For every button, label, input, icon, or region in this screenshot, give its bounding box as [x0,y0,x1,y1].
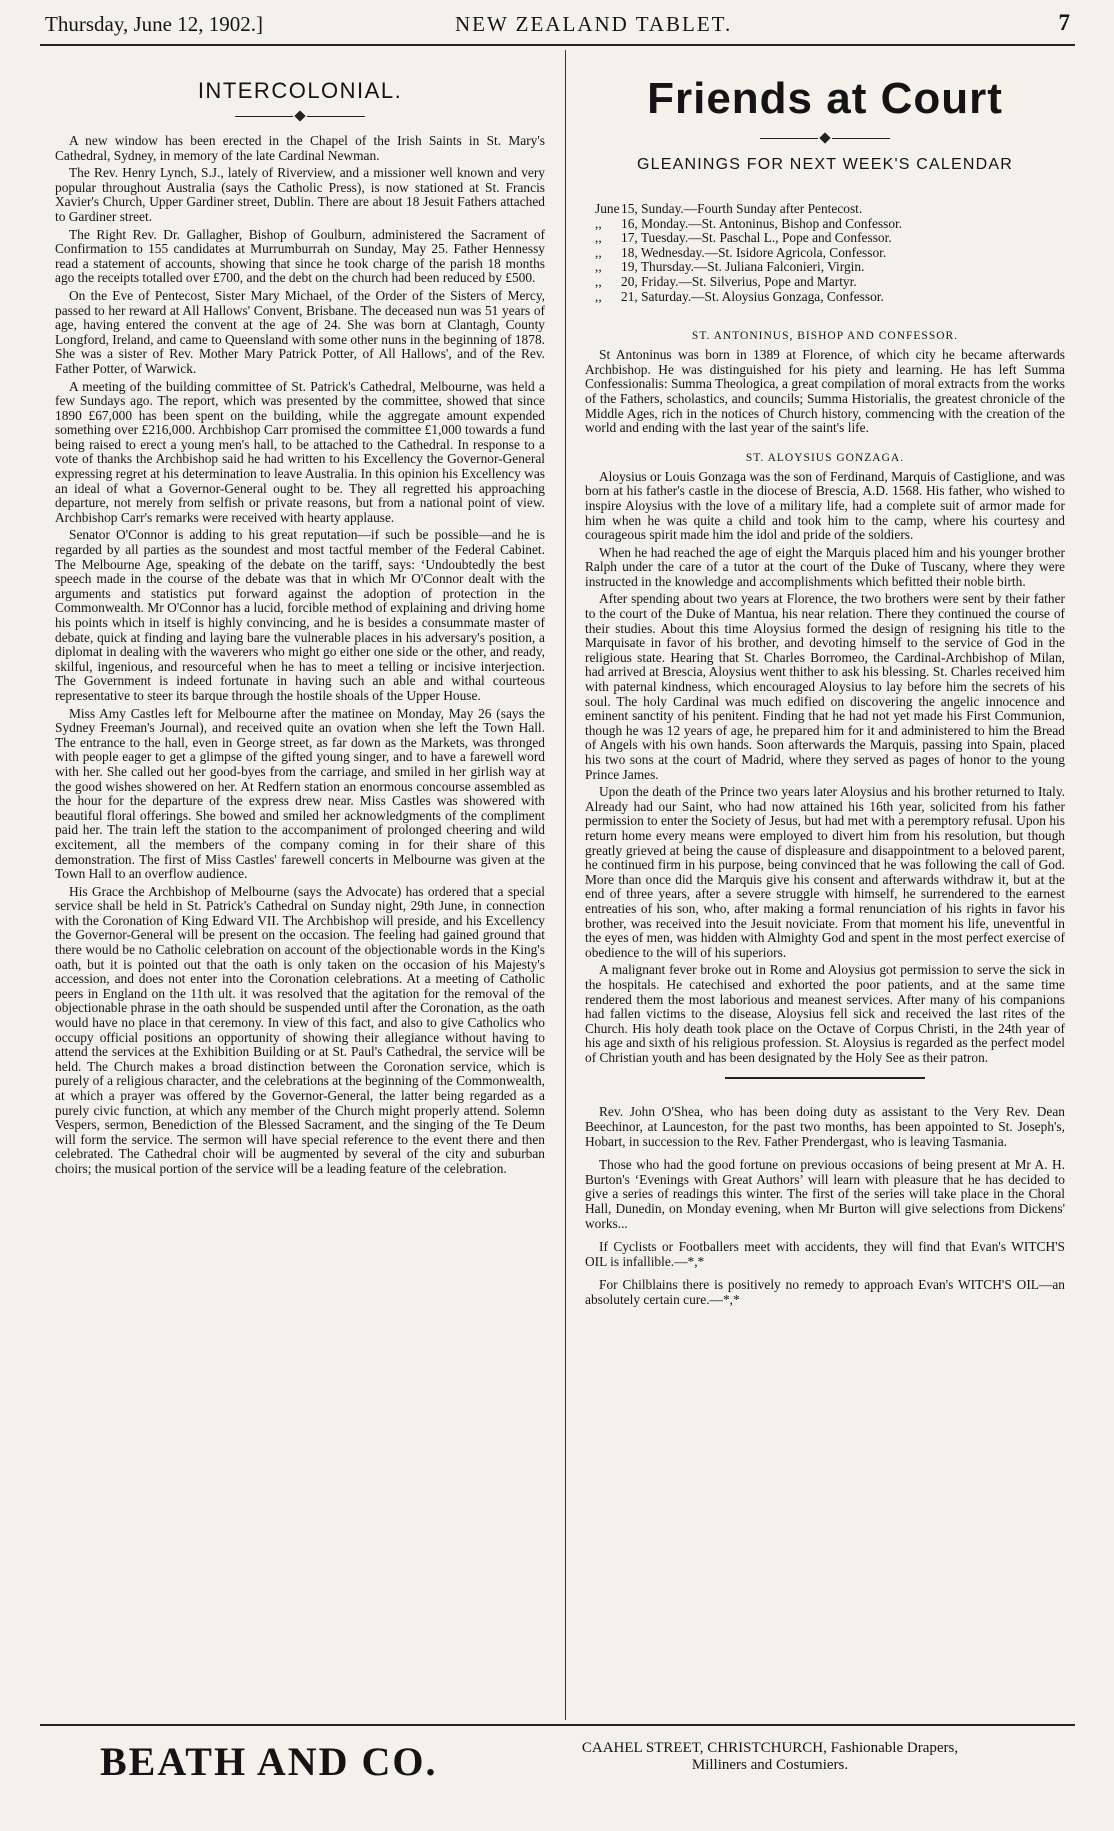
aloysius-heading: ST. ALOYSIUS GONZAGA. [745,451,905,464]
ornament-rule [760,132,890,146]
article-paragraph: The Right Rev. Dr. Gallagher, Bishop of Goulburn, administered the Sacrament of Confirmation to 155 candidates at Murrumburrah on Sunday, May 25. Father Hennessy read a statement of accounts, showing that since he took charge of the parish 18 months ago the receipts totalled over £700, and the debt on the church had been reduced by £500. [55,226,545,286]
antoninus-heading: ST. ANTONINUS, BISHOP AND CONFESSOR. [691,330,959,343]
header-date: Thursday, June 12, 1902.] [45,12,263,36]
address-line: Milliners and Costumiers. [691,1757,849,1773]
notice-paragraph: If Cyclists or Footballers meet with accidents, they will find that Evan's WITCH'S OIL is infallible.—*,* [585,1239,1065,1269]
header-paper-name: NEW ZEALAND TABLET. [455,12,733,36]
article-paragraph: His Grace the Archbishop of Melbourne (says the Advocate) has ordered that a special service shall be held in St. Patrick's Cathedral on Sunday night, 29th June, in connection with the Coronation of King Edward VII. The Archbishop will preside, and his Excellency the Governor-General will be present on the occasion. The feeling had gained ground that there would be no Catholic celebration on account of the objectionable words in the King's oath, but it is pointed out that the oath is only taken on the occasion of his Majesty's accession, and does not enter into the Coronation celebrations. At a meeting of Catholic peers in England on the 11th ult. it was resolved that the agitation for the removal of the objectionable phrase in the oath should be suspended until after the Coronation, as the oath would have no place in that ceremony. In view of this fact, and also to give Catholics who occupy official positions an opportunity of showing their allegiance without having to attend the services at the Exhibition Building or at St. Paul's Cathedral, the service will be held. The Church makes a broad distinction between the Coronation service, which is purely of a religious character, and the celebrations at the beginning of the Commonwealth, at which a prayer was offered by the Governor-General, the latter being regarded as a purely civic function, at which any member of the Church might properly attend. Solemn Vespers, sermon, Benediction of the Blessed Sacrament, and the singing of the Te Deum will form the service. The sermon will have special reference to the event there and then celebrated. The Cathedral choir will be augmented by several of the city and suburban choirs; the musical portion of the service will be a leading feature of the celebration. [55,883,545,1176]
calendar-list [595,202,1065,304]
intercolonial-title: INTERCOLONIAL. [197,78,403,103]
footer-rule [40,1724,1075,1726]
notice-paragraph: Those who had the good fortune on previous occasions of being present at Mr A. H. Burton's ‘Evenings with Great Authors’ will learn with pleasure that he has decided to give a series of readings this winter. The first of the series will take place in the Choral Hall, Dunedin, on Monday evening, when Mr Burton will give selections from Dickens' works... [585,1157,1065,1231]
article-paragraph: Miss Amy Castles left for Melbourne after the matinee on Monday, May 26 (says the Sydney Freeman's Journal), and received quite an ovation when she left the Town Hall. The entrance to the hall, even in George street, as far down as the Markets, was thronged with people eager to get a glimpse of the gifted young singer, and to have a farewell word with her. She called out her good-byes from the carriage, and smiled in her girlish way at the good wishes showered on her. At Redfern station an enormous concourse assembled as the hour for the departure of the express drew near. Miss Castles was showered with beautiful floral offerings. She bowed and smiled her acknowledgments of the compliment paid her. The train left the station to the accompaniment of prolonged cheering and wild excitement, all the members of the company coming in for their share of this demonstration. The first of Miss Castles' farewell concerts in Melbourne was given at the Town Hall to an overflow audience. [55,705,545,882]
aloysius-paragraph: A malignant fever broke out in Rome and Aloysius got permission to serve the sick in the hospitals. He catechised and exhorted the poor patients, and at the same time rendered them the most laborious and meanest services. After many of his companions had fallen victims to the disease, Aloysius fell sick and received the last rites of the Church. His holy death took place on the Octave of Corpus Christi, in the 24th year of his age and sixth of his religious profession. St. Aloysius is regarded as the perfect model of Christian youth and has been designated by the Holy See as their patron. [585,962,1065,1065]
page-header [40,6,1075,46]
notice-paragraph: Rev. John O'Shea, who has been doing duty as assistant to the Very Rev. Dean Beechinor, at Launceston, for the past two months, has been appointed to St. Joseph's, Hobart, in succession to the Rev. Father Prendergast, who is leaving Tasmania. [585,1104,1065,1149]
calendar-entry: June 15, Sunday.—Fourth Sunday after Pentecost. [595,201,863,216]
calendar-entry: ,, 18, Wednesday.—St. Isidore Agricola, Confessor. [595,244,887,260]
antoninus-paragraph: St Antoninus was born in 1389 at Florence, of which city he became afterwards Archbishop. He was distinguished for his piety and learning. He has left Summa Confessionalis: Summa Theologica, a great compilation of moral extracts from the works of the Fathers, scholastics, and councils; Summa Historialis, the greatest chronicle of the Middle Ages, rich in the notices of Church history, commencing with the creation of the world and ending with the last year of the saint's life. [585,347,1065,436]
article-paragraph: A meeting of the building committee of St. Patrick's Cathedral, Melbourne, was held a few Sundays ago. The report, which was presented by the committee, showed that since 1890 £67,000 has been spent on the building, while the aggregate amount expended something over £216,000. Archbishop Carr promised the committee £1,000 towards a fund being raised to erect a young men's hall, to be attached to the Cathedral. In response to a vote of thanks the Archbishop said he had written to his Excellency the Governor-General expressing regret at his determination to leave Australia. In this opinion his Excellency was an ideal of what a Governor-General ought to be. They all regretted his approaching departure, not merely from selfish or private reasons, but from a national point of view. Archbishop Carr's remarks were received with hearty applause. [55,378,545,525]
article-paragraph: On the Eve of Pentecost, Sister Mary Michael, of the Order of the Sisters of Mercy, passed to her reward at All Hallows' Convent, Brisbane. The deceased nun was 51 years of age, having entered the convent at the age of 24. She was born at Clantagh, County Longford, Ireland, and came to Queensland with some other nuns in the beginning of 1878. She was a sister of Rev. Mother Mary Patrick Potter, of All Hallows', and of the Rev. Father Potter, of Warwick. [55,287,545,376]
aloysius-paragraph: When he had reached the age of eight the Marquis placed him and his younger brother Ralph under the care of a tutor at the court of the Duke of Tuscany, where they were instructed in the knowledge and accomplishments which befitted their noble birth. [585,544,1065,589]
calendar-entry: ,, 17, Tuesday.—St. Paschal L., Pope and Confessor. [595,230,892,246]
friends-at-court-title: Friends at Court [647,74,1003,123]
calendar-entry: ,, 16, Monday.—St. Antoninus, Bishop and Confessor. [595,215,903,231]
article-paragraph: Senator O'Connor is adding to his great reputation—if such be possible—and he is regarded by all parties as the soundest and most tactful member of the Federal Cabinet. The Melbourne Age, speaking of the debate on the tariff, says: ‘Undoubtedly the best speech made in the course of the debate was that in which Mr O'Connor dealt with the arguments and statistics put forward against the adoption of protection in the Commonwealth. Mr O'Connor has a lucid, forcible method of explaining and driving home his points which in itself is highly convincing, and he is besides a consummate master of debate, quick at finding and laying bare the vulnerable places in his adversary's position, a diplomat in dealing with the waverers who might go either one side or the other, and ready, skilful, ingenious, and resourceful when he has to meet a telling or incisive interjection. The Government is indeed fortunate in having such an able and withal courteous representative to steer its barque through the hostile shoals of the Upper House. [55,527,545,703]
advertiser-name: BEATH AND CO. [100,1739,438,1784]
notice-paragraph: For Chilblains there is positively no remedy to approach Evan's WITCH'S OIL—an absolutely certain cure.—*,* [585,1277,1065,1307]
advertiser-address [480,1740,1060,1774]
article-paragraph: The Rev. Henry Lynch, S.J., lately of Riverview, and a missioner well known and very popular throughout Australia (says the Catholic Press), is now stationed at St. Francis Xavier's Church, Upper Gardiner street, Dublin. There are about 18 Jesuit Fathers attached to Gardiner street. [55,165,545,224]
left-column [55,52,545,1180]
column-divider [565,50,566,1720]
article-paragraph: A new window has been erected in the Chapel of the Irish Saints in St. Mary's Cathedral, Sydney, in memory of the late Cardinal Newman. [55,133,545,163]
calendar-entry: ,, 19, Thursday.—St. Juliana Falconieri, Virgin. [595,259,865,275]
header-page-number: 7 [1058,10,1070,35]
calendar-subtitle: GLEANINGS FOR NEXT WEEK'S CALENDAR [636,156,1014,173]
calendar-entry: ,, 21, Saturday.—St. Aloysius Gonzaga, Confessor. [595,288,884,304]
aloysius-paragraph: Aloysius or Louis Gonzaga was the son of Ferdinand, Marquis of Castiglione, and was born at his father's castle in the diocese of Brescia, A.D. 1568. His father, who wished to inspire Aloysius with the love of a military life, had a complete suit of armor made for him when he was quite a child and took him to the camp, where his courtesy and courageous spirit made him the idol and pride of the soldiers. [585,468,1065,543]
section-divider [725,1077,925,1079]
right-column [585,52,1065,1311]
aloysius-paragraph: Upon the death of the Prince two years later Aloysius and his brother returned to Italy. Already had our Saint, who had now attained his 16th year, solicited from his father permission to enter the Society of Jesus, but had met with a peremptory refusal. Upon his return home every means were employed to divert him from his resolution, but though greatly grieved at being the cause of displeasure and disappointment to a beloved parent, he continued firm in his purpose, being convinced that he was following the call of God. More than once did the Marquis give his consent and afterwards withdraw it, but at the end of three years, after a severe struggle with himself, he surrendered to the earnest entreaties of his son, who, after making a formal renunciation of his rights in favor his brother, was received into the Jesuit noviciate. From that moment his life, uneventful in the eyes of men, was hidden with Almighty God and spent in the most perfect exercise of obedience to the will of his superiors. [585,784,1065,960]
ornament-rule [235,110,365,124]
newspaper-page [40,6,1075,1826]
address-line: CAAHEL STREET, CHRISTCHURCH, Fashionable Drapers, [581,1740,959,1756]
aloysius-paragraph: After spending about two years at Florence, the two brothers were sent by their father to the court of the Duke of Mantua, his near relation. There they continued the course of their studies. About this time Aloysius formed the design of resigning his title to the Marquisate in favor of his brother, and devoting himself to the service of God in the religious state. Hearing that St. Charles Borromeo, the Cardinal-Archbishop of Milan, had arrived at Brescia, Aloysius went thither to ask his blessing. St. Charles received him with paternal kindness, which encouraged Aloysius to lay before him the secrets of his soul. The holy Cardinal was much edified on discovering the angelic innocence and eminent sanctity of his penitent. Finding that he had not yet made his First Communion, though he was 12 years of age, he prepared him for it and administered to him the Bread of Angels with his own hands. Soon afterwards the Marquis, passing into Spain, placed his two sons at the court of Madrid, where they served as pages of honor to the young Prince James. [585,591,1065,782]
calendar-entry: ,, 20, Friday.—St. Silverius, Pope and Martyr. [595,273,857,289]
